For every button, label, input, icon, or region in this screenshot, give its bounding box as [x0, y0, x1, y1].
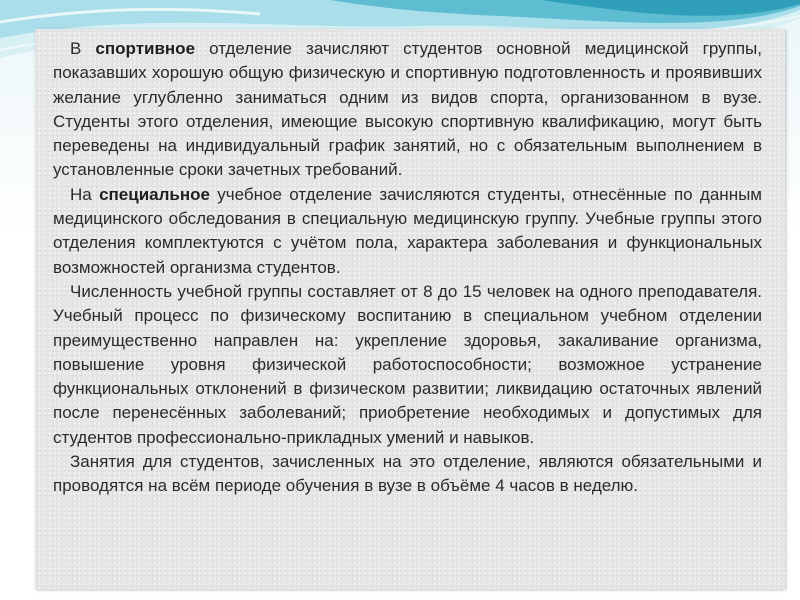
paragraph-prefix: На — [70, 184, 100, 204]
paragraph-body: Занятия для студентов, зачисленных на это отделение, являются обязательными и проводятся на всём периоде обучения в вузе в объёме 4 часов в неделю. — [53, 452, 762, 496]
paragraph-body: отделение зачисляют студентов основной медицинской группы, показавших хорошую общую физическую и спортивную подготовленность и проявивших желание углубленно заниматься одним из видов спорта, организованном в вузе. Студенты этого отделения, имеющие высокую спортивную квалификацию, могут быть переведены на индивидуальный график занятий, но с обязательным выполнением в установленные сроки зачетных требований. — [53, 39, 762, 180]
text-panel — [35, 29, 785, 589]
paragraph-special-department — [53, 183, 762, 280]
paragraph-body: Численность учебной группы составляет от 8 до 15 человек на одного преподавателя. Учебный процесс по физическому воспитанию в специальном учебном отделении преимущественно направлен на: укрепление здоровья, закаливание организма, повышение уровня физической работоспособности; возможное устранение функциональных отклонений в физическом развитии; ликвидацию остаточных явлений после перенесённых заболеваний; приобретение необходимых и допустимых для студентов профессионально-прикладных умений и навыков. — [53, 281, 762, 447]
paragraph-keyword: спортивное — [95, 39, 196, 58]
paragraph-keyword: специальное — [99, 184, 210, 204]
paragraph-body: учебное отделение зачисляются студенты, отнесённые по данным медицинского обследования в специальную медицинскую группу. Учебные группы этого отделения комплектуются с учётом пола, характера заболевания и функциональных возможностей организма студентов. — [53, 184, 762, 277]
paragraph-group-size — [53, 280, 762, 450]
paragraph-prefix: В — [70, 39, 96, 58]
paragraph-class-schedule — [53, 450, 762, 499]
body-text — [53, 37, 762, 499]
paragraph-sports-department — [53, 37, 762, 183]
